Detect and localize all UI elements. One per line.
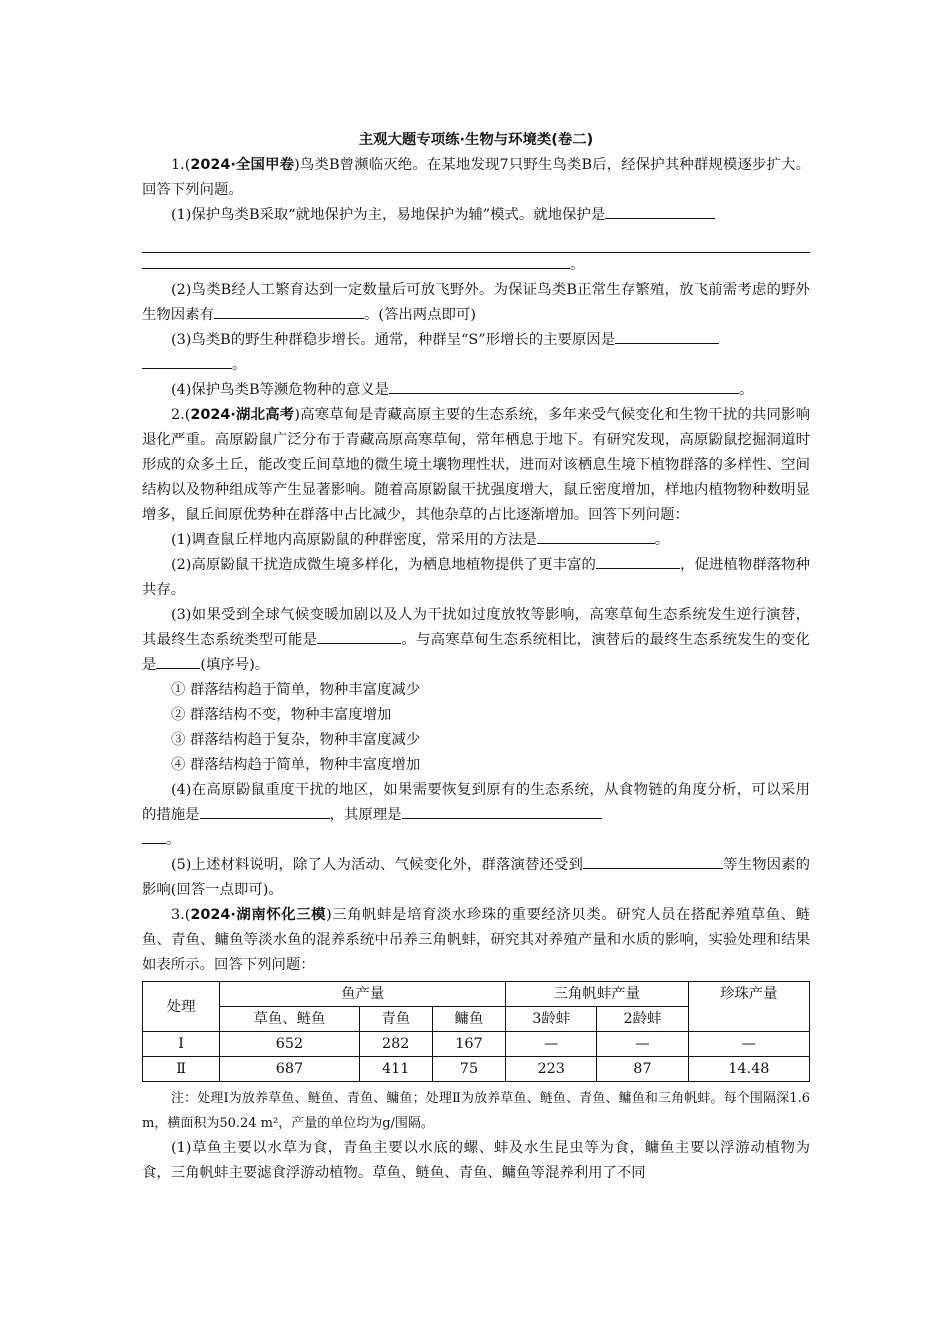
table-cell: 282 [359, 1032, 432, 1057]
subheader: 3龄蚌 [506, 1007, 597, 1032]
header-fish-yield: 鱼产量 [220, 982, 506, 1007]
q2-source: 2024·湖北高考 [190, 407, 295, 423]
answer-blank[interactable] [389, 378, 739, 394]
subheader: 2龄蚌 [597, 1007, 688, 1032]
header-mussel-yield: 三角帆蚌产量 [506, 982, 689, 1007]
page-title: 主观大题专项练·生物与环境类(卷二) [358, 132, 594, 148]
answer-blank[interactable] [142, 253, 570, 269]
answer-blank[interactable] [583, 853, 723, 869]
table-cell: 167 [432, 1032, 505, 1057]
subheader: 鳙鱼 [432, 1007, 505, 1032]
answer-blank[interactable] [537, 528, 655, 544]
answer-blank[interactable] [317, 628, 401, 644]
table-row [143, 1057, 810, 1082]
q3-source: 2024·湖南怀化三模 [190, 907, 327, 923]
q2-option-2: ② 群落结构不变，物种丰富度增加 [171, 707, 392, 723]
q1-part1-end: 。 [142, 253, 810, 278]
answer-blank-line[interactable] [142, 228, 810, 253]
table-row [143, 1032, 810, 1057]
table-cell: 75 [432, 1057, 505, 1082]
q2-intro: 2.(2024·湖北高考)高寒草甸是青藏高原主要的生态系统，多年来受气候变化和生物干扰的共同影响退化严重。高原鼢鼠广泛分布于青藏高原高寒草甸，常年栖息于地下。有研究发现，高原鼢鼠挖掘洞道时形成的众多土丘，能改变丘间草地的微生境土壤物理性状，进而对该栖息生境下植物群落的多样性、空间结构以及物种组成等产生显著影响。随着高原鼢鼠干扰强度增大，鼠丘密度增加，样地内植物物种数明显增多，鼠丘间原优势种在群落中占比减少，其他杂草的占比逐渐增加。回答下列问题： [142, 407, 810, 523]
answer-blank[interactable] [596, 553, 680, 569]
q2-part4: (4)在高原鼢鼠重度干扰的地区，如果需要恢复到原有的生态系统，从食物链的角度分析，可以采用的措施是 ，其原理是 [142, 782, 810, 823]
q2-option-1: ① 群落结构趋于简单，物种丰富度减少 [171, 682, 421, 698]
subheader: 青鱼 [359, 1007, 432, 1032]
q2-part3: (3)如果受到全球气候变暖加剧以及人为干扰如过度放牧等影响，高寒草甸生态系统发生逆行演替，其最终生态系统类型可能是 。与高寒草甸生态系统相比，演替后的最终生态系统发生的变化是 (填序号)。 [142, 607, 810, 673]
table-cell: Ⅰ [143, 1032, 220, 1057]
table-note: 注：处理Ⅰ为放养草鱼、鲢鱼、青鱼、鳙鱼；处理Ⅱ为放养草鱼、鲢鱼、青鱼、鳙鱼和三角帆蚌。每个围隔深1.6 m，横面积为50.24 m²，产量的单位均为g/围隔。 [142, 1091, 810, 1131]
table-cell: 687 [220, 1057, 359, 1082]
table-cell: 411 [359, 1057, 432, 1082]
table-cell: — [506, 1032, 597, 1057]
answer-blank[interactable] [605, 203, 715, 219]
q1-source: 2024·全国甲卷 [190, 157, 295, 173]
q2-option-3: ③ 群落结构趋于复杂，物种丰富度减少 [171, 732, 421, 748]
q2-part2: (2)高原鼢鼠干扰造成微生境多样化，为栖息地植物提供了更丰富的 ，促进植物群落物种共存。 [142, 553, 810, 603]
answer-blank[interactable] [156, 653, 200, 669]
q3-part1: (1)草鱼主要以水草为食，青鱼主要以水底的螺、蚌及水生昆虫等为食，鳙鱼主要以浮游动植物为食，三角帆蚌主要滤食浮游动植物。草鱼、鲢鱼、青鱼、鳙鱼等混养利用了不同 [142, 1140, 810, 1181]
table-cell: 223 [506, 1057, 597, 1082]
q1-part4: (4)保护鸟类B等濒危物种的意义是 。 [142, 378, 810, 403]
answer-blank[interactable] [142, 353, 232, 369]
answer-blank[interactable] [200, 803, 330, 819]
q2-option-4: ④ 群落结构趋于简单，物种丰富度增加 [171, 757, 421, 773]
answer-blank[interactable] [402, 803, 602, 819]
q1-part3-end: 。 [142, 353, 810, 378]
table-cell: Ⅱ [143, 1057, 220, 1082]
table-cell: 14.48 [688, 1057, 809, 1082]
answer-blank[interactable] [142, 828, 166, 844]
q2-part1: (1)调查鼠丘样地内高原鼢鼠的种群密度，常采用的方法是 。 [142, 528, 810, 553]
table-cell: 652 [220, 1032, 359, 1057]
q2-part5: (5)上述材料说明，除了人为活动、气候变化外，群落演替还受到 等生物因素的影响(回答一点即可)。 [142, 853, 810, 903]
document-page [142, 128, 810, 1186]
q2-part4-end: 。 [142, 828, 810, 853]
answer-blank[interactable] [615, 328, 719, 344]
results-table [142, 981, 810, 1082]
q1-part1: (1)保护鸟类B采取“就地保护为主，易地保护为辅”模式。就地保护是 [142, 203, 810, 228]
q1-part3: (3)鸟类B的野生种群稳步增长。通常，种群呈“S”形增长的主要原因是 [142, 328, 810, 353]
table-cell: 87 [597, 1057, 688, 1082]
answer-blank[interactable] [214, 303, 364, 319]
q1-intro: 1.(2024·全国甲卷)鸟类B曾濒临灭绝。在某地发现7只野生鸟类B后，经保护其种群规模逐步扩大。回答下列问题。 [142, 157, 810, 198]
header-pearl-yield: 珍珠产量 [688, 982, 809, 1032]
subheader: 草鱼、鲢鱼 [220, 1007, 359, 1032]
table-cell: — [688, 1032, 809, 1057]
header-treatment: 处理 [143, 982, 220, 1032]
q1-part2: (2)鸟类B经人工繁育达到一定数量后可放飞野外。为保证鸟类B正常生存繁殖，放飞前需考虑的野外生物因素有 。(答出两点即可) [142, 282, 810, 323]
q3-intro: 3.(2024·湖南怀化三模)三角帆蚌是培育淡水珍珠的重要经济贝类。研究人员在搭配养殖草鱼、鲢鱼、青鱼、鳙鱼等淡水鱼的混养系统中吊养三角帆蚌，研究其对养殖产量和水质的影响，实验处理和结果如表所示。回答下列问题： [142, 907, 810, 973]
table-cell: — [597, 1032, 688, 1057]
